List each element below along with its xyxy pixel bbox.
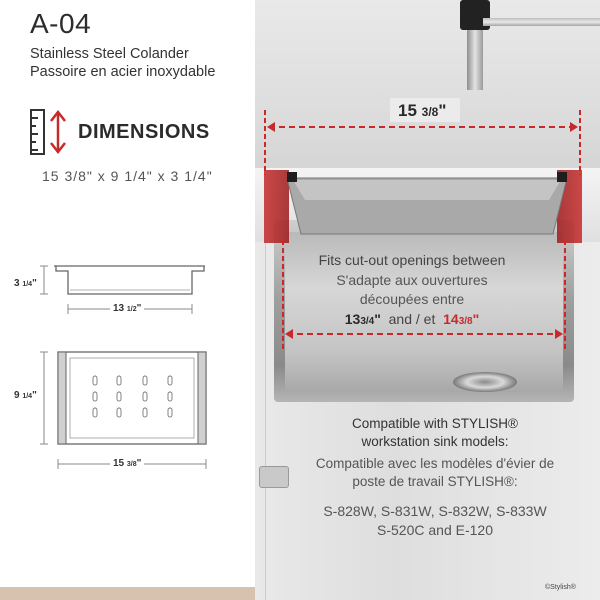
compat-models-line2: S-520C and E-120	[377, 522, 493, 538]
product-name-en: Stainless Steel Colander	[30, 46, 189, 62]
compat-models-line1: S-828W, S-831W, S-832W, S-833W	[323, 503, 547, 519]
compat-fr-line1: Compatible avec les modèles d'évier de	[315, 456, 555, 471]
fits-line2: S'adapte aux ouvertures	[336, 272, 488, 288]
length-label: 15 3/8"	[110, 458, 144, 469]
model-number: A-04	[30, 8, 92, 39]
copyright: ©Stylish®	[545, 584, 576, 591]
width-label: 9 1/4"	[14, 390, 37, 401]
fits-line1: Fits cut-out openings between	[318, 252, 506, 268]
product-name-fr: Passoire en acier inoxydable	[30, 64, 216, 80]
fits-min: 133/4"	[344, 311, 381, 327]
fits-range	[262, 311, 562, 327]
overall-dimensions: 15 3/8" x 9 1/4" x 3 1/4"	[42, 168, 213, 184]
fits-max: 143/8"	[443, 311, 480, 327]
top-measure-label: 15 3/8"	[398, 101, 447, 120]
colander-side-drawing	[0, 258, 255, 328]
inner-length-label: 13 1/2"	[110, 303, 144, 314]
compat-en-line2: workstation sink models:	[361, 434, 509, 449]
dimensions-heading: DIMENSIONS	[78, 121, 210, 143]
ruler-icon	[30, 108, 70, 156]
fits-connector: and / et	[388, 311, 436, 327]
fits-line3: découpées entre	[359, 291, 465, 307]
compat-fr-line2: poste de travail STYLISH®:	[352, 474, 518, 489]
floor-strip	[0, 587, 255, 600]
info-panel	[0, 0, 255, 600]
height-label: 3 1/4"	[14, 278, 37, 289]
compat-en-line1: Compatible with STYLISH®	[351, 416, 518, 431]
